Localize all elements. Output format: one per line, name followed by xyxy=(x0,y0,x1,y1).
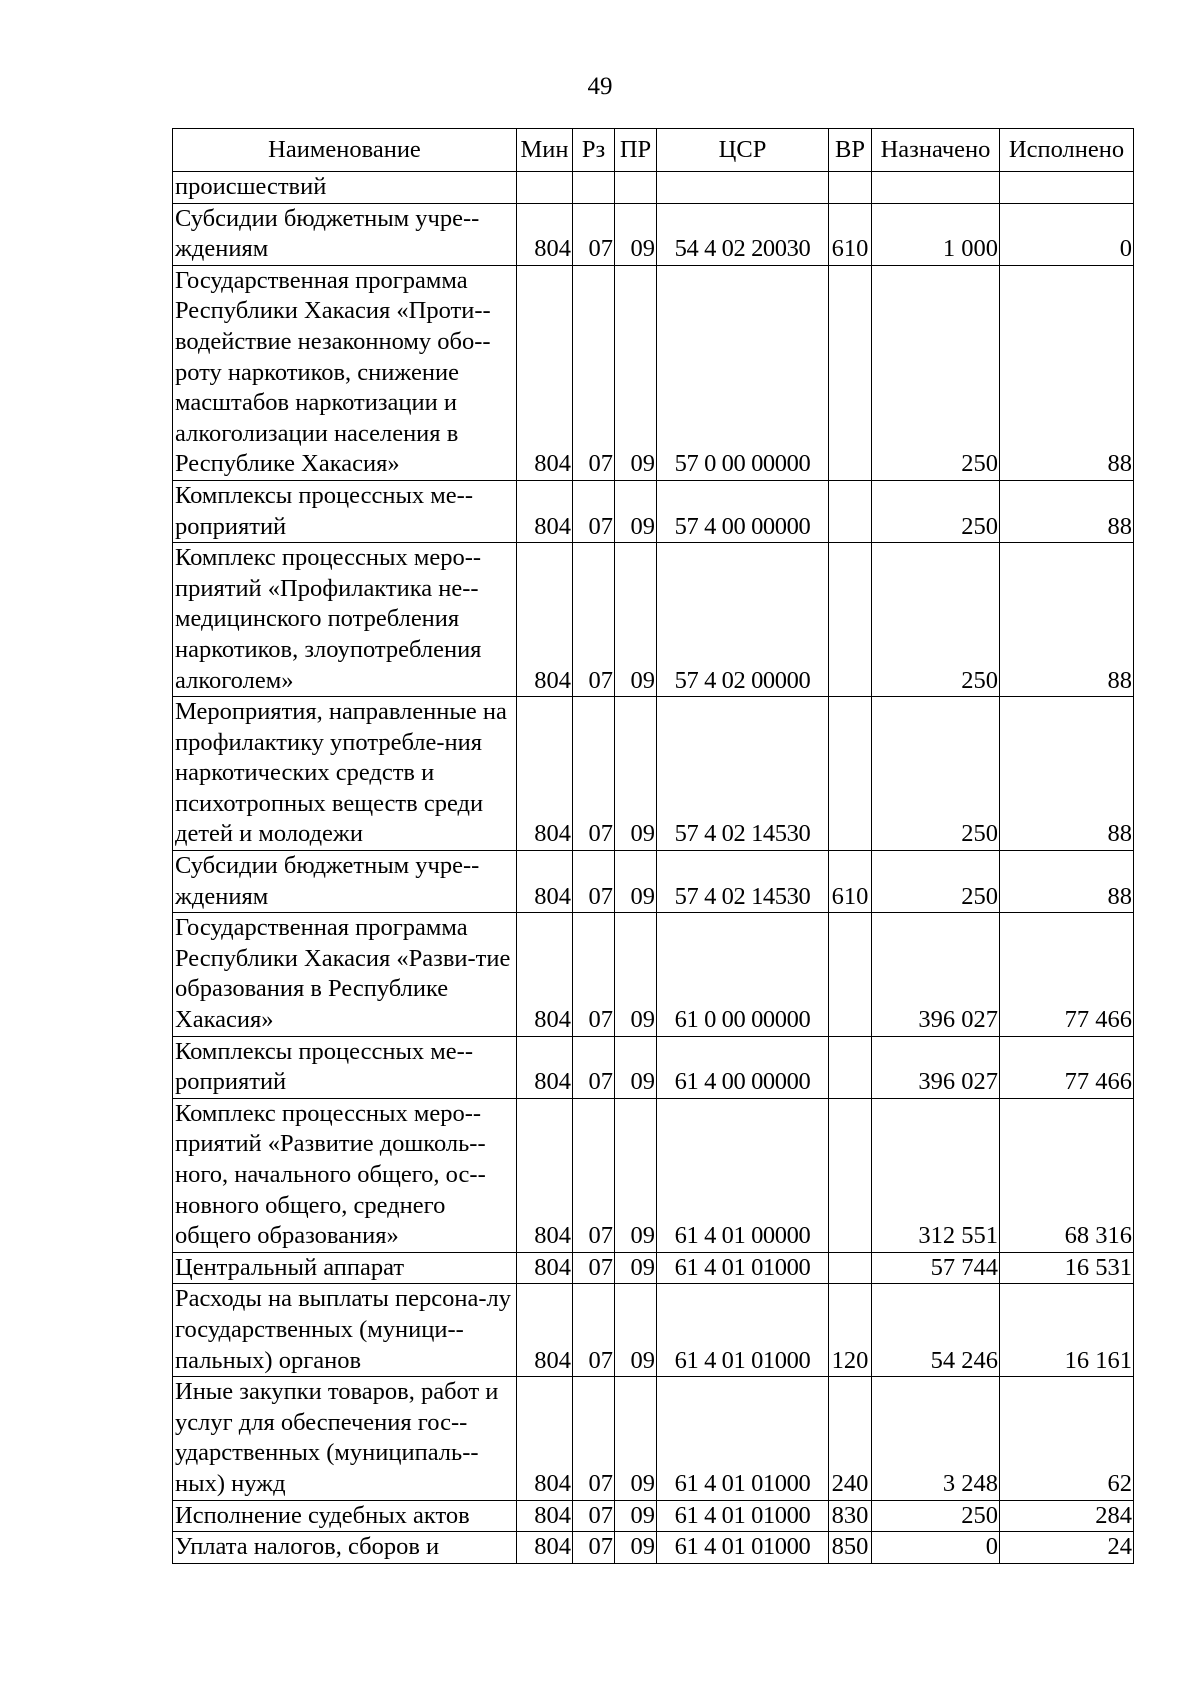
cell-rz: 07 xyxy=(573,913,615,1036)
cell-rz: 07 xyxy=(573,1284,615,1377)
cell-name: Государственная программа Республики Хакасия «Проти-водействие незаконному обо-роту наркотиков, снижение масштабов наркотизации и алкоголизации населения в Республике Хакасия» xyxy=(173,265,517,480)
cell-csr xyxy=(657,172,829,204)
table-row xyxy=(173,913,1134,1036)
cell-vr: 120 xyxy=(829,1284,872,1377)
cell-vr xyxy=(829,543,872,697)
cell-name: Субсидии бюджетным учре-ждениям xyxy=(173,851,517,913)
cell-rz xyxy=(573,172,615,204)
table-body xyxy=(173,172,1134,1564)
cell-pr: 09 xyxy=(615,1036,657,1098)
cell-csr: 57 4 02 14530 xyxy=(657,697,829,851)
table-row xyxy=(173,1532,1134,1564)
table-row xyxy=(173,697,1134,851)
cell-assigned: 250 xyxy=(872,480,1000,542)
cell-executed: 16 531 xyxy=(1000,1252,1134,1284)
cell-vr: 610 xyxy=(829,203,872,265)
cell-vr xyxy=(829,697,872,851)
cell-name: Субсидии бюджетным учре-ждениям xyxy=(173,203,517,265)
cell-pr: 09 xyxy=(615,265,657,480)
cell-pr: 09 xyxy=(615,1532,657,1564)
cell-vr xyxy=(829,1098,872,1252)
cell-min: 804 xyxy=(517,480,573,542)
cell-executed: 88 xyxy=(1000,697,1134,851)
cell-assigned: 57 744 xyxy=(872,1252,1000,1284)
table-row xyxy=(173,265,1134,480)
cell-assigned: 3 248 xyxy=(872,1377,1000,1500)
cell-vr: 610 xyxy=(829,851,872,913)
table-row xyxy=(173,851,1134,913)
cell-assigned xyxy=(872,172,1000,204)
cell-vr xyxy=(829,1036,872,1098)
header-min: Мин xyxy=(517,129,573,172)
cell-executed: 88 xyxy=(1000,543,1134,697)
header-csr: ЦСР xyxy=(657,129,829,172)
cell-executed: 77 466 xyxy=(1000,913,1134,1036)
cell-assigned: 0 xyxy=(872,1532,1000,1564)
cell-rz: 07 xyxy=(573,1252,615,1284)
cell-min: 804 xyxy=(517,1532,573,1564)
cell-pr: 09 xyxy=(615,913,657,1036)
cell-executed: 0 xyxy=(1000,203,1134,265)
cell-name: Комплексы процессных ме-роприятий xyxy=(173,480,517,542)
cell-name: Иные закупки товаров, работ и услуг для обеспечения гос-ударственных (муниципаль-ных) нужд xyxy=(173,1377,517,1500)
cell-pr xyxy=(615,172,657,204)
cell-vr xyxy=(829,1252,872,1284)
cell-executed: 284 xyxy=(1000,1500,1134,1532)
cell-assigned: 250 xyxy=(872,1500,1000,1532)
table-row xyxy=(173,1252,1134,1284)
cell-name: происшествий xyxy=(173,172,517,204)
table-row xyxy=(173,172,1134,204)
cell-name: Государственная программа Республики Хакасия «Разви-тие образования в Республике Хакасия» xyxy=(173,913,517,1036)
cell-rz: 07 xyxy=(573,1036,615,1098)
table-row xyxy=(173,1284,1134,1377)
cell-name: Комплексы процессных ме-роприятий xyxy=(173,1036,517,1098)
table-row xyxy=(173,1098,1134,1252)
cell-csr: 61 4 01 01000 xyxy=(657,1500,829,1532)
table-row xyxy=(173,1036,1134,1098)
cell-executed: 16 161 xyxy=(1000,1284,1134,1377)
cell-vr xyxy=(829,172,872,204)
cell-min: 804 xyxy=(517,1098,573,1252)
table-row xyxy=(173,1377,1134,1500)
cell-csr: 61 4 01 01000 xyxy=(657,1377,829,1500)
table-row xyxy=(173,480,1134,542)
cell-csr: 57 0 00 00000 xyxy=(657,265,829,480)
cell-name: Мероприятия, направленные на профилактику употребле-ния наркотических средств и психотропных веществ среди детей и молодежи xyxy=(173,697,517,851)
cell-min: 804 xyxy=(517,1377,573,1500)
cell-rz: 07 xyxy=(573,1098,615,1252)
header-pr: ПР xyxy=(615,129,657,172)
cell-name: Центральный аппарат xyxy=(173,1252,517,1284)
header-name: Наименование xyxy=(173,129,517,172)
table-row xyxy=(173,1500,1134,1532)
cell-pr: 09 xyxy=(615,543,657,697)
page-number: 49 xyxy=(587,73,613,100)
cell-csr: 61 4 01 01000 xyxy=(657,1252,829,1284)
cell-rz: 07 xyxy=(573,543,615,697)
cell-vr xyxy=(829,913,872,1036)
cell-csr: 57 4 02 00000 xyxy=(657,543,829,697)
cell-assigned: 250 xyxy=(872,265,1000,480)
cell-executed xyxy=(1000,172,1134,204)
cell-csr: 57 4 02 14530 xyxy=(657,851,829,913)
cell-csr: 61 4 00 00000 xyxy=(657,1036,829,1098)
cell-min: 804 xyxy=(517,543,573,697)
cell-csr: 54 4 02 20030 xyxy=(657,203,829,265)
cell-pr: 09 xyxy=(615,697,657,851)
table-header-row xyxy=(173,129,1134,172)
cell-pr: 09 xyxy=(615,1500,657,1532)
cell-assigned: 396 027 xyxy=(872,913,1000,1036)
cell-executed: 24 xyxy=(1000,1532,1134,1564)
cell-pr: 09 xyxy=(615,1252,657,1284)
cell-assigned: 1 000 xyxy=(872,203,1000,265)
cell-min: 804 xyxy=(517,913,573,1036)
cell-executed: 88 xyxy=(1000,480,1134,542)
cell-executed: 77 466 xyxy=(1000,1036,1134,1098)
cell-min: 804 xyxy=(517,697,573,851)
cell-csr: 61 4 01 01000 xyxy=(657,1284,829,1377)
cell-name: Комплекс процессных меро-приятий «Развитие дошколь-ного, начального общего, ос-новного общего, среднего общего образования» xyxy=(173,1098,517,1252)
cell-assigned: 250 xyxy=(872,543,1000,697)
cell-rz: 07 xyxy=(573,480,615,542)
cell-pr: 09 xyxy=(615,480,657,542)
cell-pr: 09 xyxy=(615,1098,657,1252)
cell-executed: 62 xyxy=(1000,1377,1134,1500)
cell-pr: 09 xyxy=(615,851,657,913)
cell-vr: 240 xyxy=(829,1377,872,1500)
header-executed: Исполнено xyxy=(1000,129,1134,172)
cell-vr: 830 xyxy=(829,1500,872,1532)
cell-csr: 61 0 00 00000 xyxy=(657,913,829,1036)
cell-min: 804 xyxy=(517,1500,573,1532)
cell-rz: 07 xyxy=(573,851,615,913)
cell-assigned: 250 xyxy=(872,851,1000,913)
cell-name: Исполнение судебных актов xyxy=(173,1500,517,1532)
cell-assigned: 54 246 xyxy=(872,1284,1000,1377)
cell-min xyxy=(517,172,573,204)
cell-min: 804 xyxy=(517,851,573,913)
cell-executed: 68 316 xyxy=(1000,1098,1134,1252)
header-assigned: Назначено xyxy=(872,129,1000,172)
cell-vr: 850 xyxy=(829,1532,872,1564)
cell-name: Уплата налогов, сборов и xyxy=(173,1532,517,1564)
cell-name: Расходы на выплаты персона-лу государственных (муници-пальных) органов xyxy=(173,1284,517,1377)
cell-pr: 09 xyxy=(615,1377,657,1500)
cell-csr: 57 4 00 00000 xyxy=(657,480,829,542)
cell-csr: 61 4 01 01000 xyxy=(657,1532,829,1564)
cell-min: 804 xyxy=(517,265,573,480)
header-rz: Рз xyxy=(573,129,615,172)
cell-min: 804 xyxy=(517,1252,573,1284)
cell-assigned: 250 xyxy=(872,697,1000,851)
cell-executed: 88 xyxy=(1000,851,1134,913)
cell-assigned: 396 027 xyxy=(872,1036,1000,1098)
cell-pr: 09 xyxy=(615,203,657,265)
cell-min: 804 xyxy=(517,1284,573,1377)
cell-csr: 61 4 01 00000 xyxy=(657,1098,829,1252)
cell-assigned: 312 551 xyxy=(872,1098,1000,1252)
cell-executed: 88 xyxy=(1000,265,1134,480)
cell-rz: 07 xyxy=(573,697,615,851)
table-row xyxy=(173,203,1134,265)
cell-name: Комплекс процессных меро-приятий «Профилактика не-медицинского потребления наркотиков, злоупотребления алкоголем» xyxy=(173,543,517,697)
cell-vr xyxy=(829,480,872,542)
budget-table xyxy=(172,128,1134,1564)
table-row xyxy=(173,543,1134,697)
cell-rz: 07 xyxy=(573,1500,615,1532)
cell-rz: 07 xyxy=(573,1532,615,1564)
cell-rz: 07 xyxy=(573,203,615,265)
cell-pr: 09 xyxy=(615,1284,657,1377)
cell-rz: 07 xyxy=(573,1377,615,1500)
cell-vr xyxy=(829,265,872,480)
cell-min: 804 xyxy=(517,1036,573,1098)
cell-rz: 07 xyxy=(573,265,615,480)
header-vr: ВР xyxy=(829,129,872,172)
cell-min: 804 xyxy=(517,203,573,265)
